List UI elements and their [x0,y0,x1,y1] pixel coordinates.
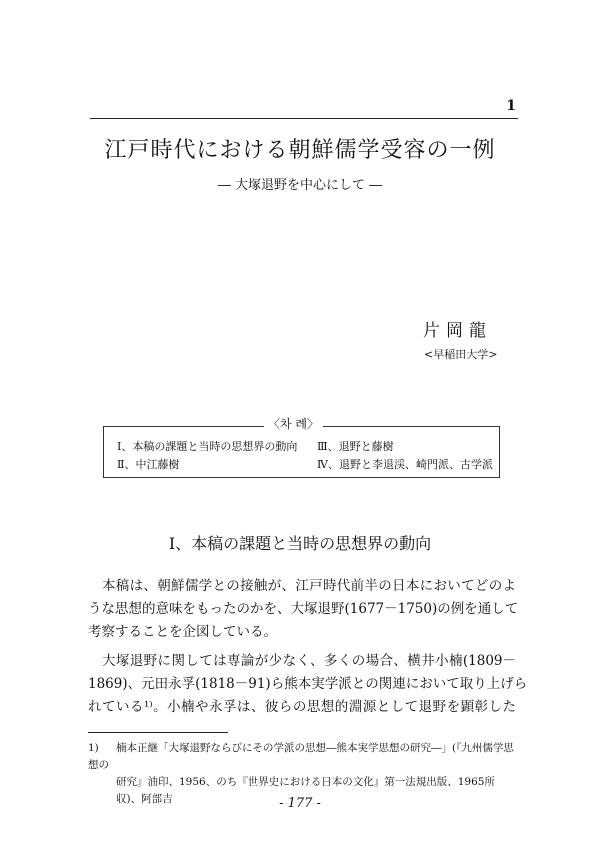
author-affiliation: <早稲田大学> [424,348,498,361]
author-name: 片岡龍 [423,321,492,341]
article-title: 江戸時代における朝鮮儒学受容の一例 [104,138,496,163]
toc-item: Ⅱ、中江藤樹 [117,458,180,471]
footnote-text: 楠本正継「大塚退野ならびにその学派の思想―熊本実学思想の研究―」(『九州儒学思想の [88,742,514,771]
body-paragraph-2 [88,650,528,719]
text-line: 大塚退野に関しては専論が少なく、多くの場合、横井小楠(1809－ [102,653,516,669]
toc-item: Ⅳ、退野と李退渓、崎門派、古学派 [317,458,493,471]
footnote-number: 1) [88,742,99,754]
header-rule [90,118,518,119]
page-number: 1 [506,98,516,114]
toc-item: Ⅲ、退野と藤樹 [317,440,394,453]
table-of-contents-heading: 〈차 례〉 [264,415,323,432]
toc-item: Ⅰ、本稿の課題と当時の思想界の動向 [117,440,298,453]
page-folio: - 177 - [279,796,321,811]
text-line: 考察することを企図している。 [88,624,277,640]
body-paragraph-1 [88,575,519,644]
footnote-text: 研究』油印、1956、のち『世界史における日本の文化』第一法規出版、1965所収)、阿部吉 [116,776,495,805]
text-line: れている¹⁾。小楠や永孚は、彼らの思想的淵源として退野を顕彰した [88,699,516,715]
footnote-rule [88,732,228,733]
text-line: 1869)、元田永孚(1818－91)ら熊本実学派との関連において取り上げら [88,676,528,692]
text-line: 本稿は、朝鮮儒学との接触が、江戸時代前半の日本においてどのよ [102,578,516,594]
section-heading: Ⅰ、本稿の課題と当時の思想界の動向 [168,534,432,553]
article-subtitle: ― 大塚退野を中心にして ― [217,178,383,193]
text-line: うな思想的意味をもったのかを、大塚退野(1677－1750)の例を通して [88,601,519,617]
